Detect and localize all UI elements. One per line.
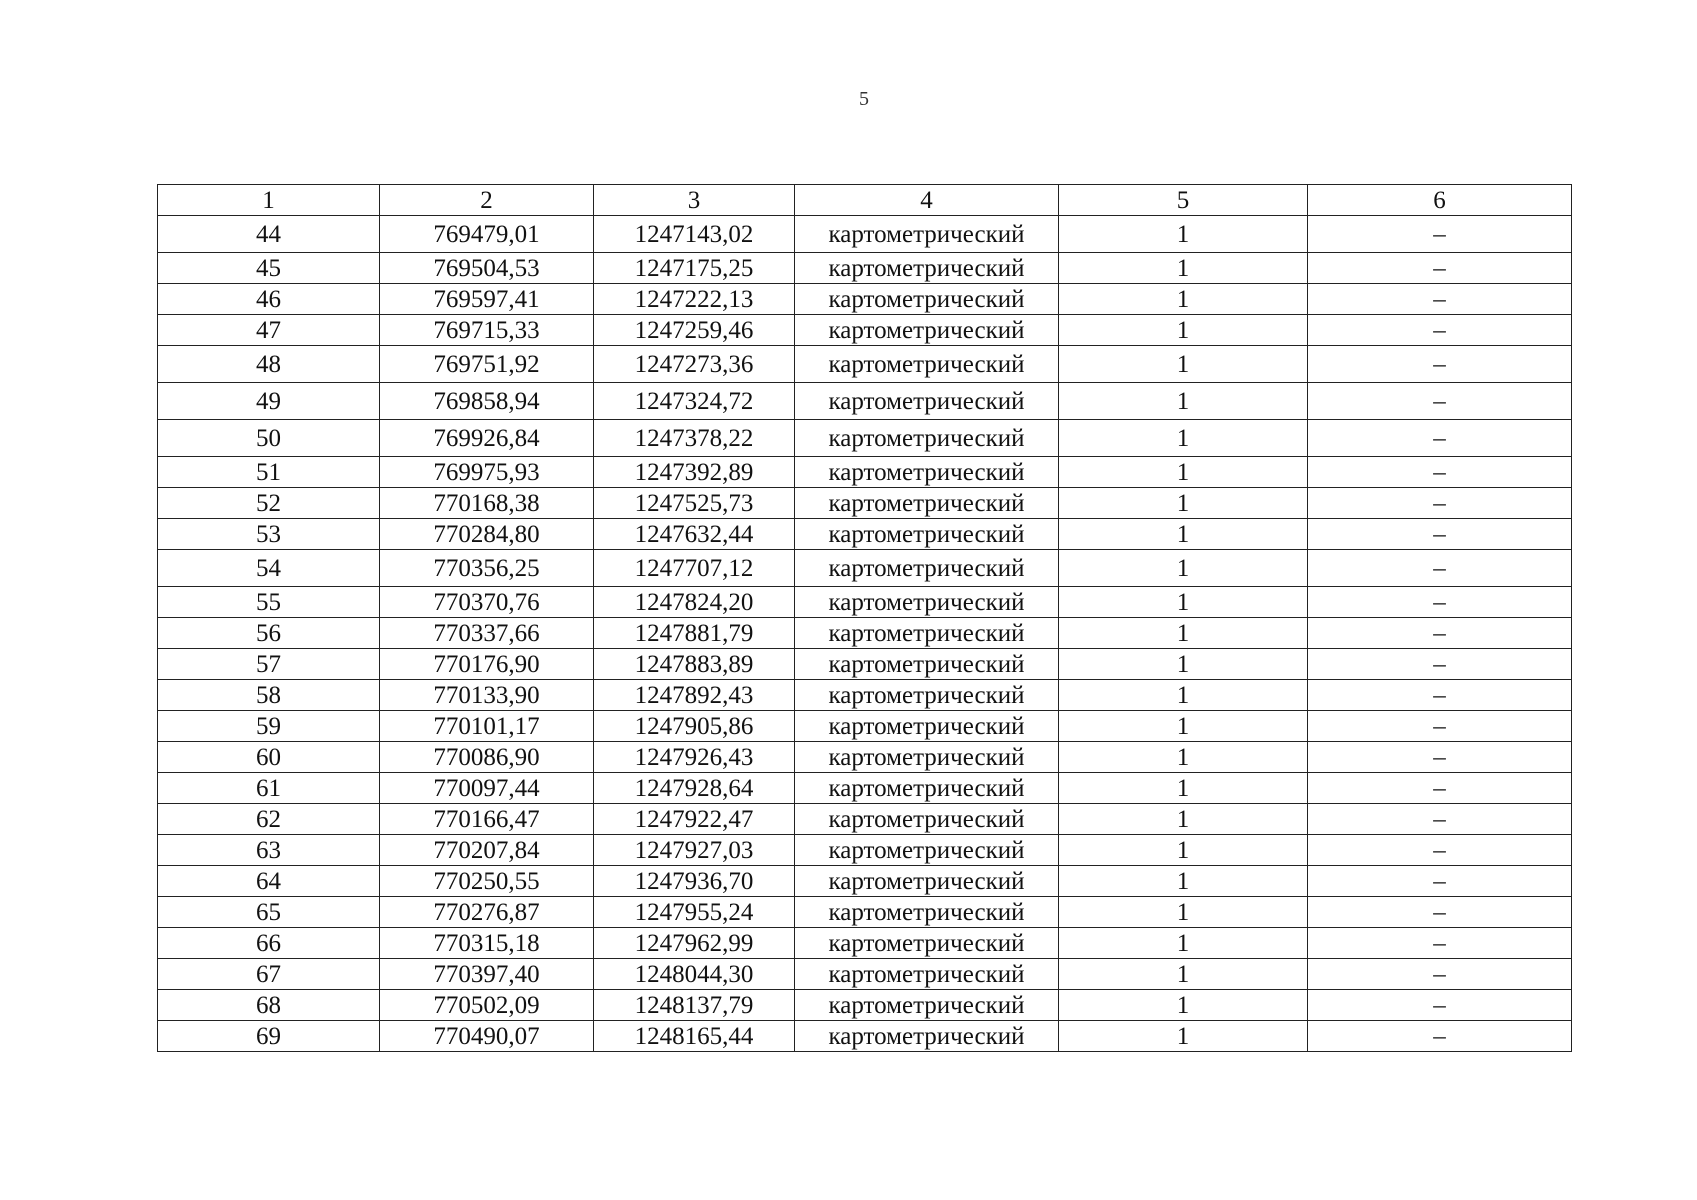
accuracy-cell: 1 <box>1059 383 1308 420</box>
x-coordinate-cell: 769479,01 <box>380 216 594 253</box>
y-coordinate-cell: 1247928,64 <box>594 773 795 804</box>
y-coordinate-cell: 1247905,86 <box>594 711 795 742</box>
point-number-cell: 53 <box>158 519 380 550</box>
method-cell: картометрический <box>795 457 1059 488</box>
accuracy-cell: 1 <box>1059 649 1308 680</box>
method-cell: картометрический <box>795 346 1059 383</box>
description-cell: – <box>1308 253 1572 284</box>
column-header-6: 6 <box>1308 185 1572 216</box>
y-coordinate-cell: 1247881,79 <box>594 618 795 649</box>
description-cell: – <box>1308 284 1572 315</box>
point-number-cell: 52 <box>158 488 380 519</box>
accuracy-cell: 1 <box>1059 253 1308 284</box>
y-coordinate-cell: 1247259,46 <box>594 315 795 346</box>
description-cell: – <box>1308 420 1572 457</box>
point-number-cell: 66 <box>158 928 380 959</box>
table-row <box>158 804 1572 835</box>
accuracy-cell: 1 <box>1059 457 1308 488</box>
y-coordinate-cell: 1247892,43 <box>594 680 795 711</box>
y-coordinate-cell: 1247222,13 <box>594 284 795 315</box>
table-row <box>158 711 1572 742</box>
method-cell: картометрический <box>795 928 1059 959</box>
description-cell: – <box>1308 897 1572 928</box>
point-number-cell: 69 <box>158 1021 380 1052</box>
method-cell: картометрический <box>795 804 1059 835</box>
y-coordinate-cell: 1247926,43 <box>594 742 795 773</box>
point-number-cell: 49 <box>158 383 380 420</box>
y-coordinate-cell: 1247955,24 <box>594 897 795 928</box>
x-coordinate-cell: 770356,25 <box>380 550 594 587</box>
description-cell: – <box>1308 488 1572 519</box>
table-row <box>158 284 1572 315</box>
x-coordinate-cell: 770315,18 <box>380 928 594 959</box>
x-coordinate-cell: 770284,80 <box>380 519 594 550</box>
method-cell: картометрический <box>795 866 1059 897</box>
x-coordinate-cell: 770337,66 <box>380 618 594 649</box>
point-number-cell: 62 <box>158 804 380 835</box>
x-coordinate-cell: 770086,90 <box>380 742 594 773</box>
table-row <box>158 897 1572 928</box>
description-cell: – <box>1308 346 1572 383</box>
accuracy-cell: 1 <box>1059 959 1308 990</box>
method-cell: картометрический <box>795 383 1059 420</box>
accuracy-cell: 1 <box>1059 897 1308 928</box>
accuracy-cell: 1 <box>1059 680 1308 711</box>
accuracy-cell: 1 <box>1059 835 1308 866</box>
description-cell: – <box>1308 383 1572 420</box>
x-coordinate-cell: 770370,76 <box>380 587 594 618</box>
table-row <box>158 383 1572 420</box>
method-cell: картометрический <box>795 216 1059 253</box>
accuracy-cell: 1 <box>1059 346 1308 383</box>
method-cell: картометрический <box>795 1021 1059 1052</box>
description-cell: – <box>1308 742 1572 773</box>
x-coordinate-cell: 770502,09 <box>380 990 594 1021</box>
point-number-cell: 61 <box>158 773 380 804</box>
method-cell: картометрический <box>795 420 1059 457</box>
x-coordinate-cell: 770250,55 <box>380 866 594 897</box>
point-number-cell: 47 <box>158 315 380 346</box>
description-cell: – <box>1308 1021 1572 1052</box>
accuracy-cell: 1 <box>1059 773 1308 804</box>
accuracy-cell: 1 <box>1059 488 1308 519</box>
point-number-cell: 50 <box>158 420 380 457</box>
description-cell: – <box>1308 457 1572 488</box>
y-coordinate-cell: 1247707,12 <box>594 550 795 587</box>
y-coordinate-cell: 1248044,30 <box>594 959 795 990</box>
x-coordinate-cell: 770168,38 <box>380 488 594 519</box>
y-coordinate-cell: 1247175,25 <box>594 253 795 284</box>
column-header-5: 5 <box>1059 185 1308 216</box>
y-coordinate-cell: 1247936,70 <box>594 866 795 897</box>
point-number-cell: 59 <box>158 711 380 742</box>
description-cell: – <box>1308 649 1572 680</box>
accuracy-cell: 1 <box>1059 804 1308 835</box>
column-header-3: 3 <box>594 185 795 216</box>
table-row <box>158 587 1572 618</box>
method-cell: картометрический <box>795 680 1059 711</box>
table-row <box>158 835 1572 866</box>
description-cell: – <box>1308 928 1572 959</box>
y-coordinate-cell: 1248165,44 <box>594 1021 795 1052</box>
description-cell: – <box>1308 959 1572 990</box>
table-row <box>158 315 1572 346</box>
method-cell: картометрический <box>795 649 1059 680</box>
point-number-cell: 63 <box>158 835 380 866</box>
table-row <box>158 1021 1572 1052</box>
table-row <box>158 519 1572 550</box>
description-cell: – <box>1308 315 1572 346</box>
accuracy-cell: 1 <box>1059 420 1308 457</box>
table-row <box>158 420 1572 457</box>
y-coordinate-cell: 1247378,22 <box>594 420 795 457</box>
description-cell: – <box>1308 804 1572 835</box>
table-row <box>158 649 1572 680</box>
description-cell: – <box>1308 866 1572 897</box>
x-coordinate-cell: 769504,53 <box>380 253 594 284</box>
x-coordinate-cell: 769597,41 <box>380 284 594 315</box>
y-coordinate-cell: 1247927,03 <box>594 835 795 866</box>
accuracy-cell: 1 <box>1059 711 1308 742</box>
method-cell: картометрический <box>795 315 1059 346</box>
y-coordinate-cell: 1247143,02 <box>594 216 795 253</box>
table-row <box>158 680 1572 711</box>
point-number-cell: 45 <box>158 253 380 284</box>
description-cell: – <box>1308 587 1572 618</box>
y-coordinate-cell: 1247883,89 <box>594 649 795 680</box>
point-number-cell: 44 <box>158 216 380 253</box>
table-body <box>158 216 1572 1052</box>
description-cell: – <box>1308 519 1572 550</box>
table-row <box>158 550 1572 587</box>
method-cell: картометрический <box>795 897 1059 928</box>
point-number-cell: 54 <box>158 550 380 587</box>
x-coordinate-cell: 770490,07 <box>380 1021 594 1052</box>
x-coordinate-cell: 769715,33 <box>380 315 594 346</box>
method-cell: картометрический <box>795 253 1059 284</box>
point-number-cell: 46 <box>158 284 380 315</box>
description-cell: – <box>1308 711 1572 742</box>
column-header-2: 2 <box>380 185 594 216</box>
accuracy-cell: 1 <box>1059 216 1308 253</box>
method-cell: картометрический <box>795 519 1059 550</box>
x-coordinate-cell: 770397,40 <box>380 959 594 990</box>
accuracy-cell: 1 <box>1059 519 1308 550</box>
x-coordinate-cell: 770276,87 <box>380 897 594 928</box>
description-cell: – <box>1308 680 1572 711</box>
accuracy-cell: 1 <box>1059 550 1308 587</box>
x-coordinate-cell: 770133,90 <box>380 680 594 711</box>
x-coordinate-cell: 770207,84 <box>380 835 594 866</box>
column-header-1: 1 <box>158 185 380 216</box>
method-cell: картометрический <box>795 618 1059 649</box>
x-coordinate-cell: 769858,94 <box>380 383 594 420</box>
y-coordinate-cell: 1247392,89 <box>594 457 795 488</box>
method-cell: картометрический <box>795 284 1059 315</box>
point-number-cell: 57 <box>158 649 380 680</box>
point-number-cell: 48 <box>158 346 380 383</box>
method-cell: картометрический <box>795 990 1059 1021</box>
method-cell: картометрический <box>795 773 1059 804</box>
y-coordinate-cell: 1247962,99 <box>594 928 795 959</box>
table-row <box>158 216 1572 253</box>
accuracy-cell: 1 <box>1059 742 1308 773</box>
method-cell: картометрический <box>795 835 1059 866</box>
description-cell: – <box>1308 550 1572 587</box>
description-cell: – <box>1308 618 1572 649</box>
y-coordinate-cell: 1247824,20 <box>594 587 795 618</box>
point-number-cell: 68 <box>158 990 380 1021</box>
accuracy-cell: 1 <box>1059 990 1308 1021</box>
x-coordinate-cell: 769751,92 <box>380 346 594 383</box>
method-cell: картометрический <box>795 711 1059 742</box>
table-row <box>158 990 1572 1021</box>
y-coordinate-cell: 1247273,36 <box>594 346 795 383</box>
table-row <box>158 959 1572 990</box>
description-cell: – <box>1308 216 1572 253</box>
method-cell: картометрический <box>795 488 1059 519</box>
page-number: 5 <box>859 88 869 110</box>
accuracy-cell: 1 <box>1059 587 1308 618</box>
y-coordinate-cell: 1247324,72 <box>594 383 795 420</box>
x-coordinate-cell: 770101,17 <box>380 711 594 742</box>
table-row <box>158 253 1572 284</box>
accuracy-cell: 1 <box>1059 866 1308 897</box>
accuracy-cell: 1 <box>1059 315 1308 346</box>
point-number-cell: 55 <box>158 587 380 618</box>
point-number-cell: 60 <box>158 742 380 773</box>
point-number-cell: 64 <box>158 866 380 897</box>
y-coordinate-cell: 1247922,47 <box>594 804 795 835</box>
table-row <box>158 928 1572 959</box>
coordinates-table <box>157 184 1572 1052</box>
point-number-cell: 51 <box>158 457 380 488</box>
accuracy-cell: 1 <box>1059 1021 1308 1052</box>
y-coordinate-cell: 1247632,44 <box>594 519 795 550</box>
accuracy-cell: 1 <box>1059 618 1308 649</box>
point-number-cell: 65 <box>158 897 380 928</box>
description-cell: – <box>1308 990 1572 1021</box>
accuracy-cell: 1 <box>1059 284 1308 315</box>
method-cell: картометрический <box>795 550 1059 587</box>
table-row <box>158 773 1572 804</box>
table-row <box>158 618 1572 649</box>
table-header-row <box>158 185 1572 216</box>
method-cell: картометрический <box>795 959 1059 990</box>
table-row <box>158 488 1572 519</box>
x-coordinate-cell: 769975,93 <box>380 457 594 488</box>
accuracy-cell: 1 <box>1059 928 1308 959</box>
method-cell: картометрический <box>795 742 1059 773</box>
table-row <box>158 346 1572 383</box>
point-number-cell: 67 <box>158 959 380 990</box>
point-number-cell: 56 <box>158 618 380 649</box>
x-coordinate-cell: 770176,90 <box>380 649 594 680</box>
y-coordinate-cell: 1248137,79 <box>594 990 795 1021</box>
description-cell: – <box>1308 773 1572 804</box>
table-row <box>158 742 1572 773</box>
x-coordinate-cell: 769926,84 <box>380 420 594 457</box>
point-number-cell: 58 <box>158 680 380 711</box>
column-header-4: 4 <box>795 185 1059 216</box>
table-row <box>158 457 1572 488</box>
x-coordinate-cell: 770166,47 <box>380 804 594 835</box>
x-coordinate-cell: 770097,44 <box>380 773 594 804</box>
table-row <box>158 866 1572 897</box>
method-cell: картометрический <box>795 587 1059 618</box>
y-coordinate-cell: 1247525,73 <box>594 488 795 519</box>
description-cell: – <box>1308 835 1572 866</box>
